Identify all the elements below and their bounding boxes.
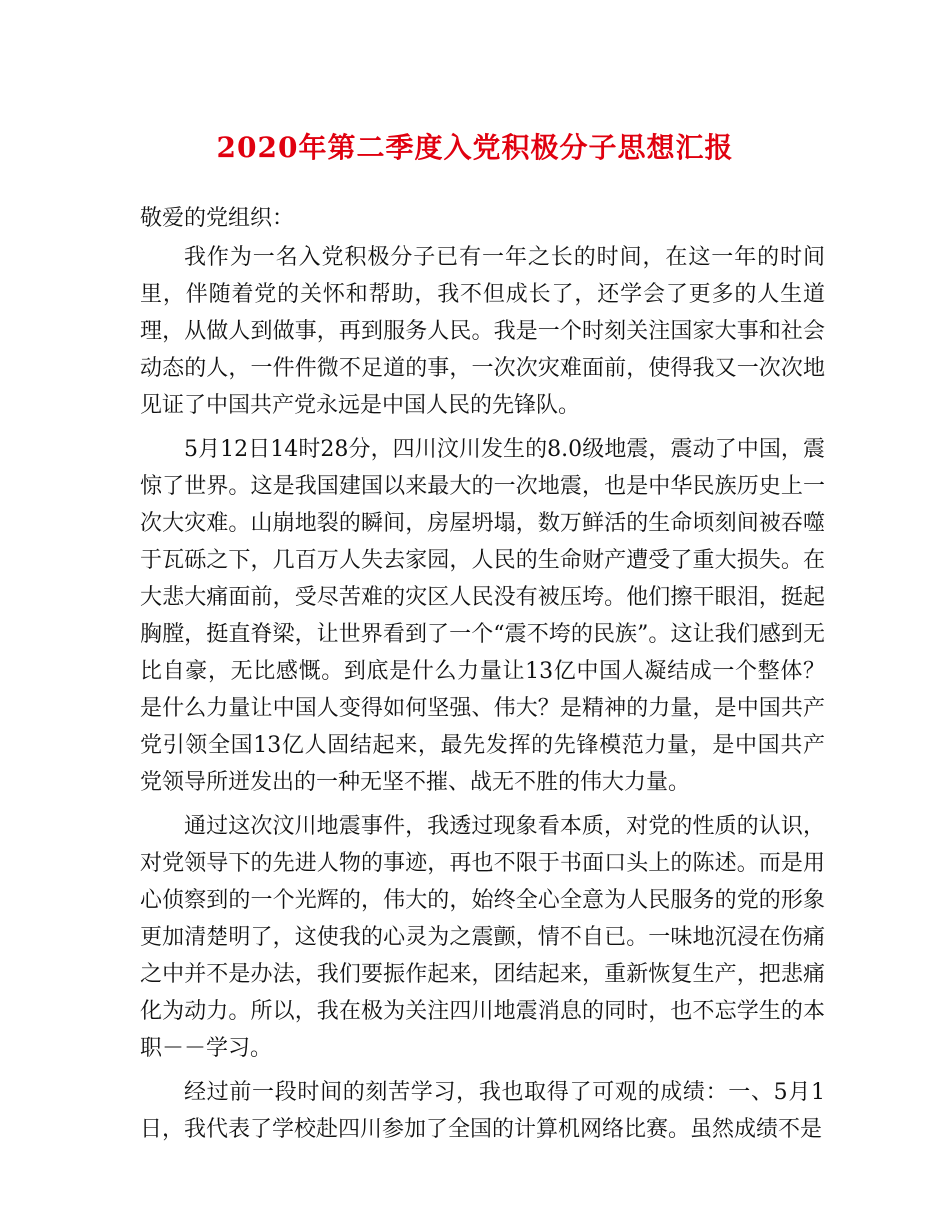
salutation: 敬爱的党组织： bbox=[140, 206, 295, 231]
paragraph-4: 经过前一段时间的刻苦学习，我也取得了可观的成绩：一、5月1日，我代表了学校赴四川参加了全国的计算机网络比赛。虽然成绩不是 bbox=[140, 1080, 825, 1142]
document-title: 2020年第二季度入党积极分子思想汇报 bbox=[216, 131, 734, 164]
paragraph-2: 5月12日14时28分，四川汶川发生的8.0级地震，震动了中国，震惊了世界。这是我国建国以来最大的一次地震，也是中华民族历史上一次大灾难。山崩地裂的瞬间，房屋坍塌，数万鲜活的生命顷刻间被吞噬于瓦砾之下，几百万人失去家园，人民的生命财产遭受了重大损失。在大悲大痛面前，受尽苦难的灾区人民没有被压垮。他们擦干眼泪，挺起胸膛，挺直脊梁，让世界看到了一个“震不垮的民族”。这让我们感到无比自豪，无比感慨。到底是什么力量让13亿中国人凝结成一个整体？是什么力量让中国人变得如何坚强、伟大？是精神的力量，是中国共产党引领全国13亿人固结起来，最先发挥的先锋模范力量，是中国共产党领导所迸发出的一种无坚不摧、战无不胜的伟大力量。 bbox=[140, 437, 825, 795]
document-body bbox=[140, 200, 825, 1155]
paragraph-3: 通过这次汶川地震事件，我透过现象看本质，对党的性质的认识，对党领导下的先进人物的事迹，再也不限于书面口头上的陈述。而是用心侦察到的一个光辉的，伟大的，始终全心全意为人民服务的党的形象更加清楚明了，这使我的心灵为之震颤，情不自已。一味地沉浸在伤痛之中并不是办法，我们要振作起来，团结起来，重新恢复生产，把悲痛化为动力。所以，我在极为关注四川地震消息的同时，也不忘学生的本职－－学习。 bbox=[140, 814, 825, 1061]
paragraph-1: 我作为一名入党积极分子已有一年之长的时间，在这一年的时间里，伴随着党的关怀和帮助，我不但成长了，还学会了更多的人生道理，从做人到做事，再到服务人民。我是一个时刻关注国家大事和社会动态的人，一件件微不足道的事，一次次灾难面前，使得我又一次次地见证了中国共产党永远是中国人民的先锋队。 bbox=[140, 245, 825, 418]
